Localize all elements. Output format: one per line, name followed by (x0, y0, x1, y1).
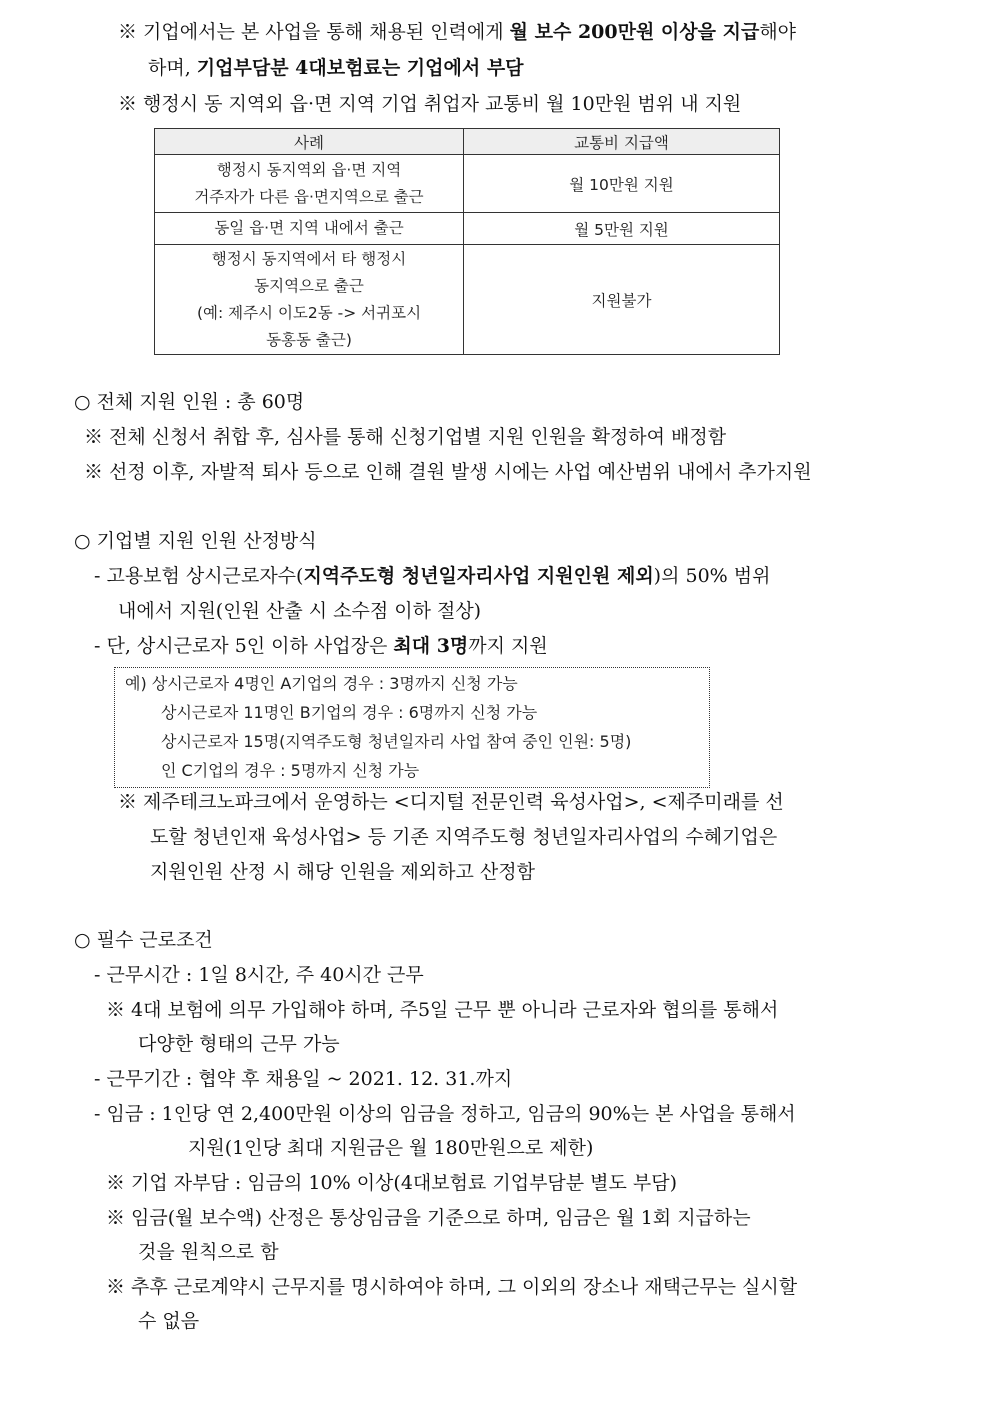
note-salary-text-a: ※ 기업에서는 본 사업을 통해 채용된 인력에게 (118, 21, 510, 43)
condition-wage-note1: ※ 임금(월 보수액) 산정은 통상임금을 기준으로 하며, 임금은 월 1회 지급하는 (106, 1207, 751, 1229)
example-line: 예) 상시근로자 4명인 A기업의 경우 : 3명까지 신청 가능 (125, 674, 518, 693)
condition-contract-note2: 수 없음 (138, 1310, 200, 1332)
condition-wage2: 지원(1인당 최대 지원금은 월 180만원으로 제한) (188, 1137, 594, 1159)
calc-note-line2: 도할 청년인재 육성사업> 등 기존 지역주도형 청년일자리사업의 수혜기업은 (150, 826, 778, 848)
table-header-amount: 교통비 지급액 (464, 129, 780, 155)
calc-item1-text-c: )의 50% 범위 (653, 565, 771, 587)
case-line: 동일 읍·면 지역 내에서 출근 (214, 219, 404, 237)
calc-note-line1: ※ 제주테크노파크에서 운영하는 <디지털 전문인력 육성사업>, <제주미래를 선 (118, 791, 784, 813)
calc-item1-text-a: - 고용보험 상시근로자수( (94, 565, 304, 587)
calc-item2-text-c: 까지 지원 (468, 635, 548, 657)
section-total-title: ○ 전체 지원 인원 : 총 60명 (74, 391, 305, 413)
condition-work-hours: - 근무시간 : 1일 8시간, 주 40시간 근무 (94, 964, 424, 986)
case-line: (예: 제주시 이도2동 -> 서귀포시 (196, 303, 422, 322)
calc-item1-bold: 지역주도형 청년일자리사업 지원인원 제외 (303, 565, 654, 587)
note-salary-text-d: 하며, (148, 57, 197, 79)
transport-table (154, 128, 780, 355)
calc-item2-text-a: - 단, 상시근로자 5인 이하 사업장은 (94, 635, 394, 657)
case-line: 거주자가 다른 읍·면지역으로 출근 (194, 187, 424, 206)
table-cell-case (155, 155, 464, 213)
case-line: 동지역으로 출근 (254, 276, 364, 295)
section-total-note1: ※ 전체 신청서 취합 후, 심사를 통해 신청기업별 지원 인원을 확정하여 배정함 (84, 426, 727, 448)
section-total-note2: ※ 선정 이후, 자발적 퇴사 등으로 인해 결원 발생 시에는 사업 예산범위 내에서 추가지원 (84, 461, 812, 483)
condition-insurance-note1: ※ 4대 보험에 의무 가입해야 하며, 주5일 근무 뿐 아니라 근로자와 협의를 통해서 (106, 999, 779, 1021)
section-conditions-title: ○ 필수 근로조건 (74, 929, 213, 951)
table-row (155, 245, 780, 355)
example-line: 상시근로자 11명인 B기업의 경우 : 6명까지 신청 가능 (161, 703, 538, 722)
calc-item2-bold: 최대 3명 (393, 635, 469, 657)
case-line: 행정시 동지역에서 타 행정시 (211, 249, 407, 268)
calc-item2 (94, 633, 548, 659)
condition-insurance-note2: 다양한 형태의 근무 가능 (138, 1033, 340, 1055)
calc-item1-line2: 내에서 지원(인원 산출 시 소수점 이하 절상) (118, 600, 482, 622)
condition-self-pay: ※ 기업 자부담 : 임금의 10% 이상(4대보험료 기업부담분 별도 부담) (106, 1172, 678, 1194)
calc-note-line3: 지원인원 산정 시 해당 인원을 제외하고 산정함 (150, 861, 535, 883)
case-line: 동홍동 출근) (266, 330, 352, 349)
table-cell-amount: 지원불가 (464, 245, 780, 355)
example-line: 상시근로자 15명(지역주도형 청년일자리 사업 참여 중인 인원: 5명) (161, 732, 632, 751)
condition-wage1: - 임금 : 1인당 연 2,400만원 이상의 임금을 정하고, 임금의 90%는 본 사업을 통해서 (94, 1103, 796, 1125)
table-header-case: 사례 (155, 129, 464, 155)
section-calc-title: ○ 기업별 지원 인원 산정방식 (74, 530, 317, 552)
table-cell-amount: 월 10만원 지원 (464, 155, 780, 213)
example-line: 인 C기업의 경우 : 5명까지 신청 가능 (161, 761, 420, 780)
table-row (155, 155, 780, 213)
note-salary-text-c: 해야 (759, 21, 797, 43)
example-box (114, 667, 710, 788)
table-cell-amount: 월 5만원 지원 (464, 213, 780, 245)
case-line: 행정시 동지역외 읍·면 지역 (216, 160, 402, 179)
table-header-row (155, 129, 780, 155)
table-row (155, 213, 780, 245)
note-salary-line2 (148, 55, 524, 81)
note-salary-bold: 월 보수 200만원 이상을 지급 (509, 21, 760, 43)
condition-wage-note2: 것을 원칙으로 함 (138, 1241, 279, 1263)
note-transport: ※ 행정시 동 지역외 읍·면 지역 기업 취업자 교통비 월 10만원 범위 내 지원 (118, 93, 742, 115)
condition-period: - 근무기간 : 협약 후 채용일 ~ 2021. 12. 31.까지 (94, 1068, 513, 1090)
table-cell-case (155, 245, 464, 355)
note-insurance-bold: 기업부담분 4대보험료는 기업에서 부담 (196, 57, 524, 79)
table-cell-case (155, 213, 464, 245)
condition-contract-note1: ※ 추후 근로계약시 근무지를 명시하여야 하며, 그 이외의 장소나 재택근무는 실시할 (106, 1276, 798, 1298)
note-salary-line1 (118, 19, 796, 45)
calc-item1-line1 (94, 563, 770, 589)
